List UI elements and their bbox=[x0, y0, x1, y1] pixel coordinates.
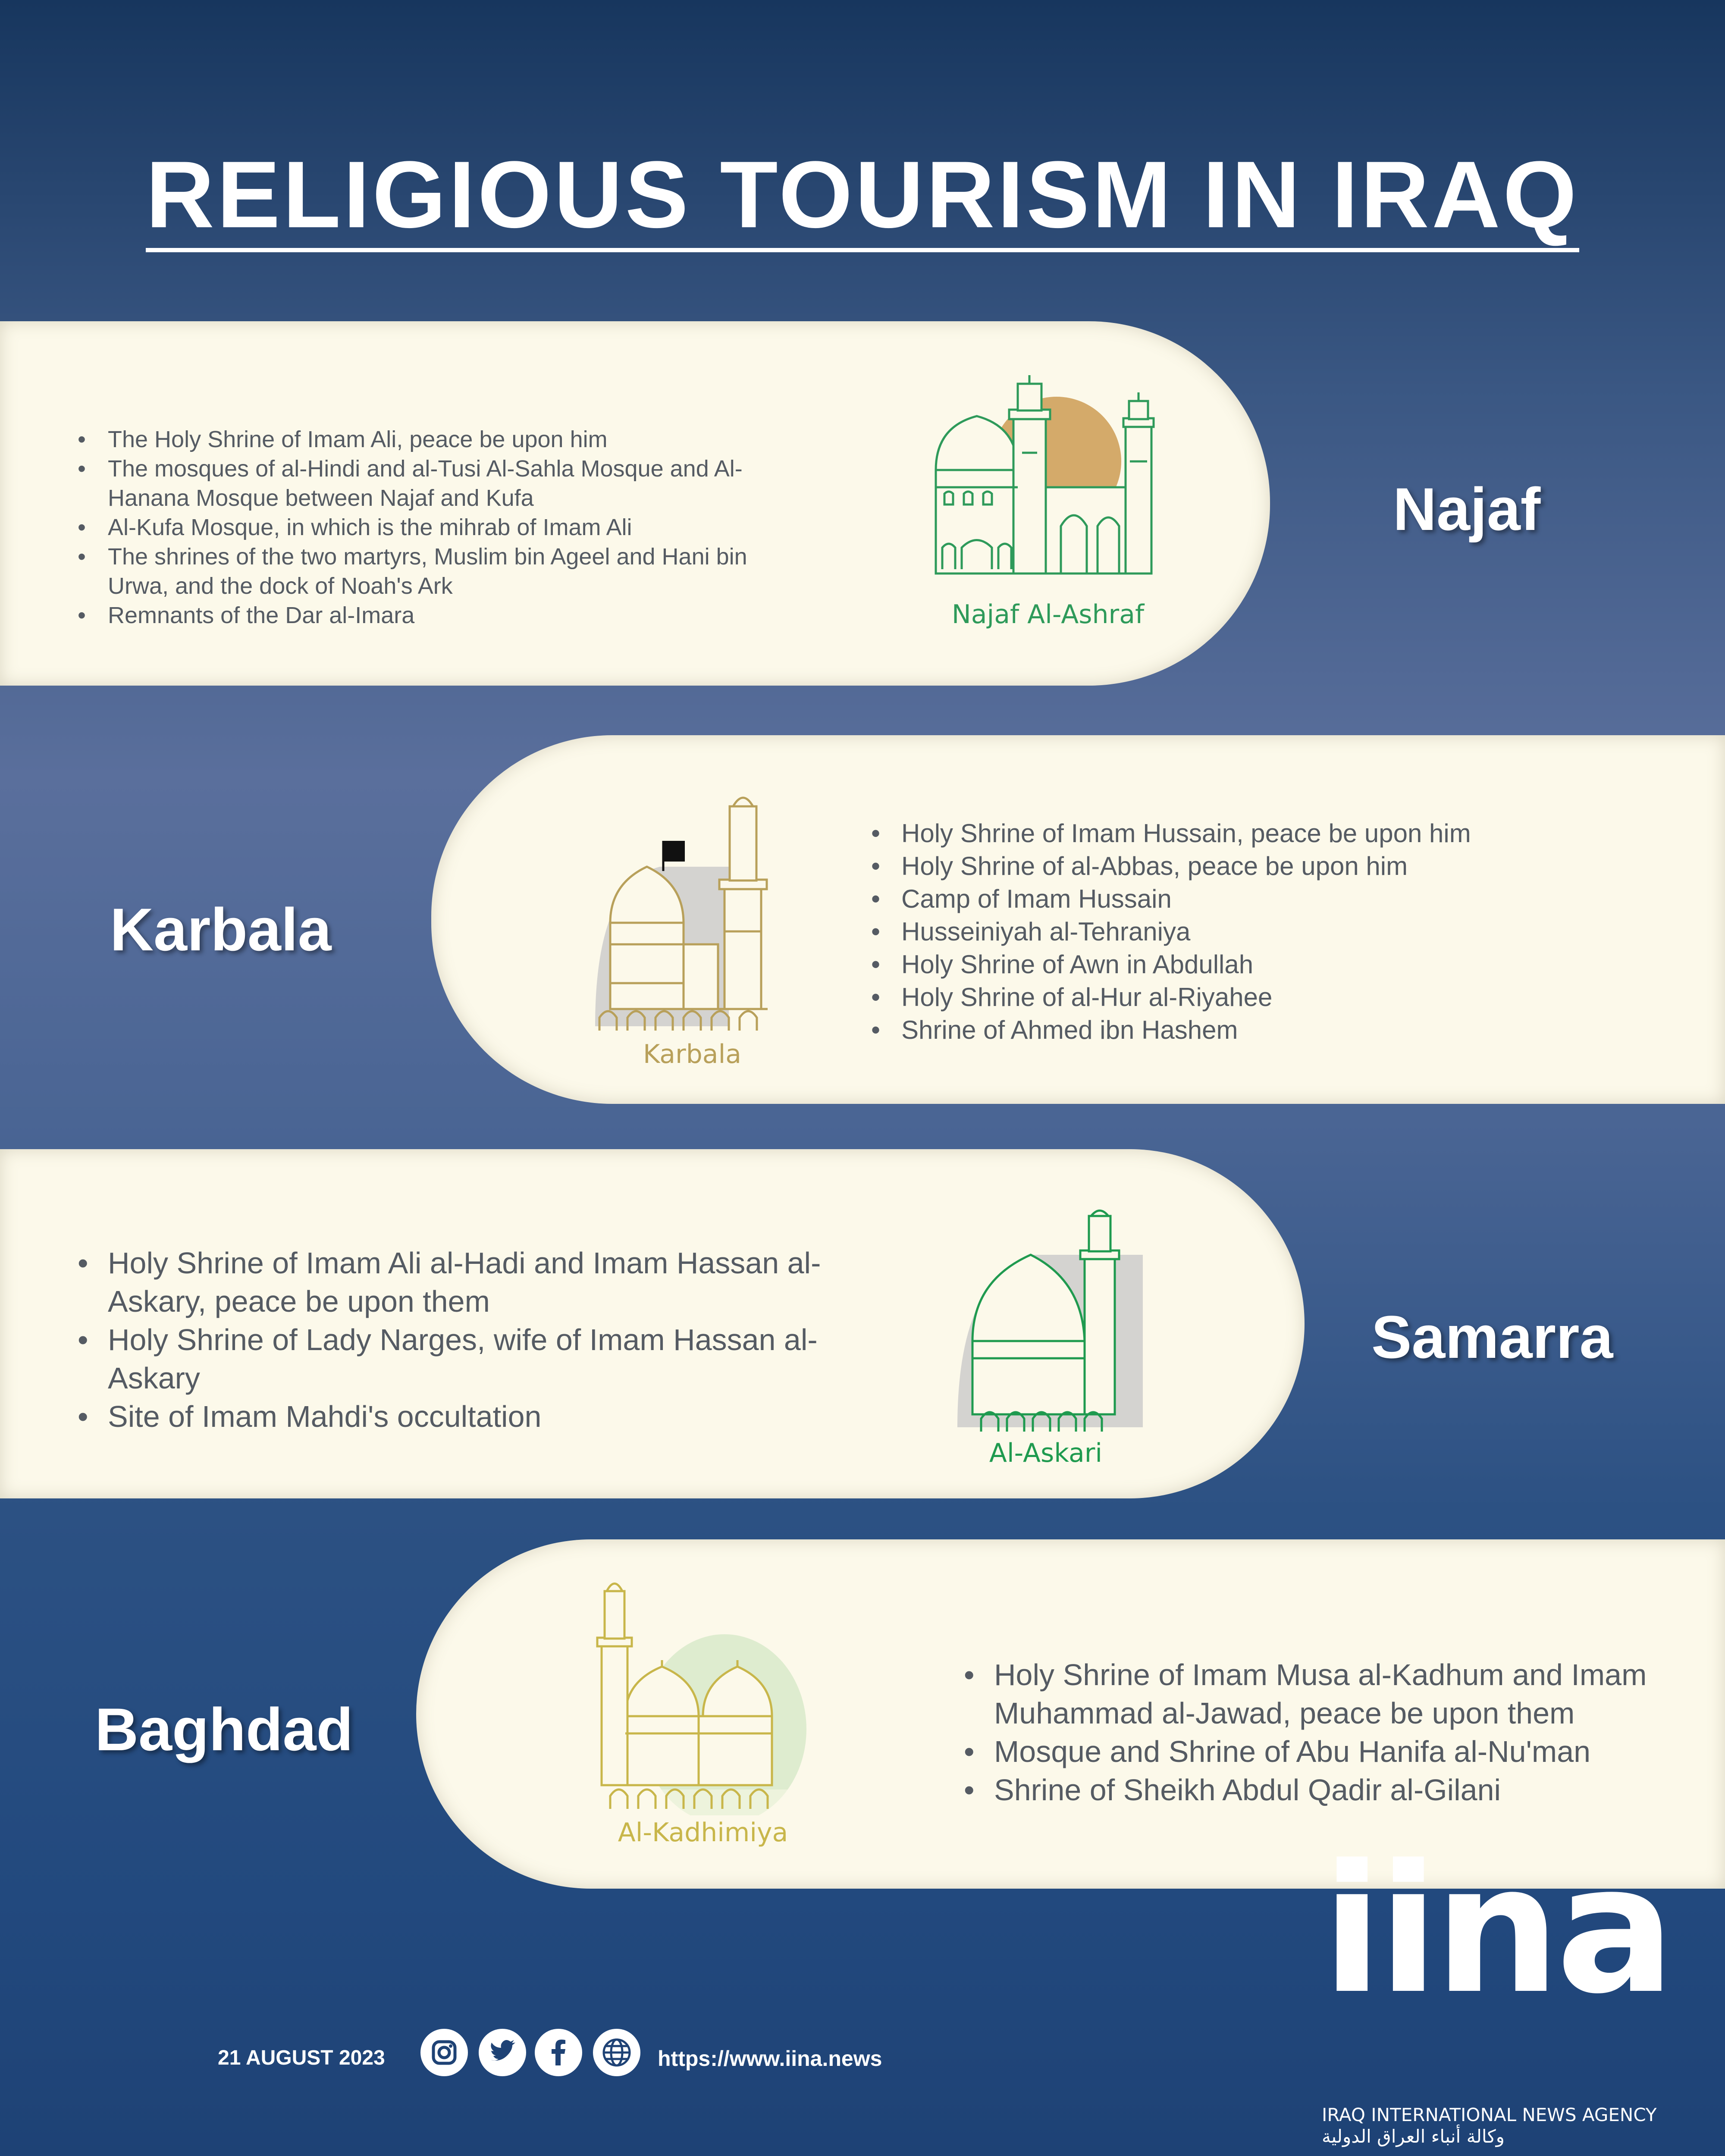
baghdad-list bbox=[964, 1656, 1714, 1809]
publish-date: 21 AUGUST 2023 bbox=[218, 2046, 385, 2069]
list-item: • Holy Shrine of Lady Narges, wife of Imam Hassan al-Askary bbox=[78, 1321, 875, 1398]
logo-subtitle-en: IRAQ INTERNATIONAL NEWS AGENCY bbox=[1322, 2104, 1657, 2125]
list-item: • Remnants of the Dar al-Imara bbox=[78, 601, 789, 630]
list-item: • The mosques of al-Hindi and al-Tusi Al-Sahla Mosque and Al-Hanana Mosque between Najaf and Kufa bbox=[78, 454, 789, 513]
najaf-caption: Najaf Al-Ashraf bbox=[951, 599, 1145, 630]
karbala-shrine-icon bbox=[586, 780, 781, 1031]
list-item: • Mosque and Shrine of Abu Hanifa al-Nu'man bbox=[964, 1733, 1714, 1771]
samarra-shrine-icon bbox=[953, 1207, 1147, 1432]
list-item: • Shrine of Ahmed ibn Hashem bbox=[871, 1014, 1647, 1047]
samarra-city-label: Samarra bbox=[1371, 1303, 1613, 1371]
list-item: • Holy Shrine of Awn in Abdullah bbox=[871, 948, 1647, 981]
page-title: RELIGIOUS TOURISM IN IRAQ bbox=[0, 140, 1725, 252]
najaf-shrine-icon bbox=[932, 375, 1164, 578]
instagram-icon[interactable] bbox=[420, 2029, 468, 2076]
list-item: • Site of Imam Mahdi's occultation bbox=[78, 1398, 875, 1436]
list-item: • Camp of Imam Hussain bbox=[871, 883, 1647, 915]
list-item: • Al-Kufa Mosque, in which is the mihrab of Imam Ali bbox=[78, 513, 789, 542]
najaf-city-label: Najaf bbox=[1393, 475, 1541, 543]
samarra-list bbox=[78, 1244, 875, 1436]
list-item: • Holy Shrine of Imam Musa al-Kadhum and Imam Muhammad al-Jawad, peace be upon them bbox=[964, 1656, 1714, 1733]
list-item: • Husseiniyah al-Tehraniya bbox=[871, 915, 1647, 948]
list-item: • The shrines of the two martyrs, Muslim bin Ageel and Hani bin Urwa, and the dock of Noah's Ark bbox=[78, 542, 789, 601]
baghdad-caption: Al-Kadhimiya bbox=[618, 1818, 788, 1848]
logo-subtitle-ar: وكالة أنباء العراق الدولية bbox=[1322, 2126, 1505, 2147]
list-item: • Holy Shrine of al-Hur al-Riyahee bbox=[871, 981, 1647, 1014]
website-link[interactable]: https://www.iina.news bbox=[658, 2046, 882, 2071]
karbala-city-label: Karbala bbox=[110, 896, 332, 963]
list-item: • Holy Shrine of Imam Hussain, peace be upon him bbox=[871, 817, 1647, 850]
globe-icon[interactable] bbox=[593, 2029, 640, 2076]
iina-logo: iina bbox=[1322, 1827, 1671, 2033]
baghdad-city-label: Baghdad bbox=[95, 1695, 353, 1763]
najaf-list bbox=[78, 425, 789, 630]
samarra-caption: Al-Askari bbox=[989, 1438, 1103, 1468]
list-item: • Shrine of Sheikh Abdul Qadir al-Gilani bbox=[964, 1771, 1714, 1809]
list-item: • Holy Shrine of Imam Ali al-Hadi and Imam Hassan al-Askary, peace be upon them bbox=[78, 1244, 875, 1321]
karbala-caption: Karbala bbox=[643, 1039, 742, 1069]
list-item: • The Holy Shrine of Imam Ali, peace be upon him bbox=[78, 425, 789, 454]
twitter-icon[interactable] bbox=[479, 2029, 526, 2076]
baghdad-shrine-icon bbox=[595, 1574, 811, 1815]
facebook-icon[interactable] bbox=[535, 2029, 582, 2076]
list-item: • Holy Shrine of al-Abbas, peace be upon him bbox=[871, 850, 1647, 883]
karbala-list bbox=[871, 817, 1647, 1047]
